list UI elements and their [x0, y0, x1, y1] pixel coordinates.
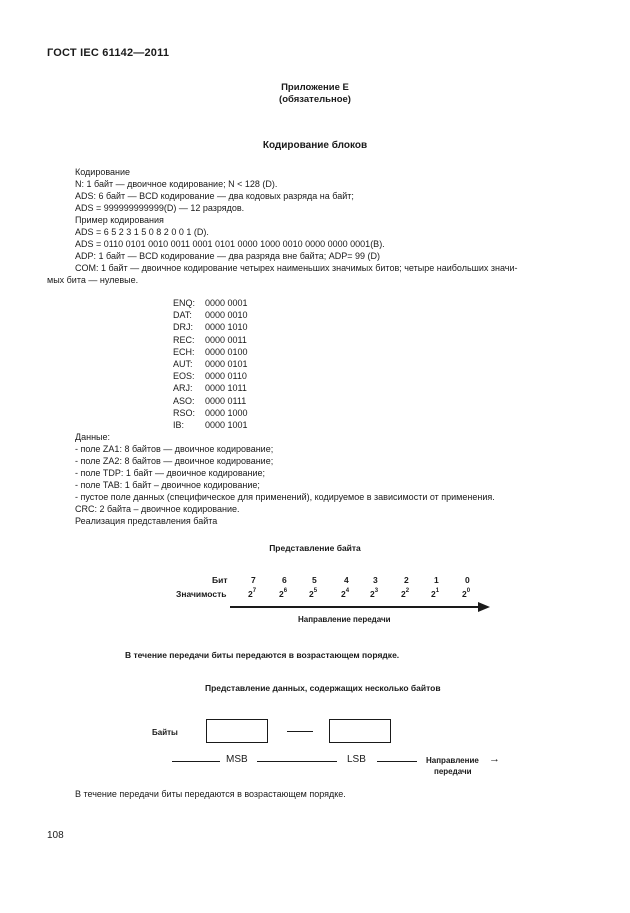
data-line: Реализация представления байта	[75, 516, 218, 526]
body-line: мых бита — нулевые.	[47, 275, 139, 285]
transmission-direction-arrow	[230, 600, 492, 614]
bit-number: 0	[465, 575, 470, 585]
code-row	[173, 297, 248, 309]
body-line: ADS = 999999999999(D) — 12 разрядов.	[75, 203, 245, 213]
bit-weight: $2^5$	[309, 588, 318, 599]
bit-weight: $2^7$	[248, 588, 257, 599]
bit-weight: $2^2$	[401, 588, 410, 599]
bit-label: Бит	[212, 575, 228, 585]
code-value: 0000 0010	[205, 310, 248, 321]
ellipsis-dash	[287, 731, 313, 732]
code-name: IB:	[173, 420, 185, 431]
right-dash	[377, 761, 417, 762]
lsb-byte-box	[329, 719, 391, 743]
code-name: EOS:	[173, 371, 195, 382]
section-title: Кодирование блоков	[262, 140, 368, 151]
body-line: ADP: 1 байт — BCD кодирование — два разряда вне байта; ADP= 99 (D)	[75, 251, 380, 261]
bit-number: 4	[344, 575, 349, 585]
code-name: ECH:	[173, 346, 195, 357]
transmission-note-bold: В течение передачи биты передаются в возрастающем порядке.	[125, 650, 400, 660]
bit-number: 1	[434, 575, 439, 585]
code-value: 0000 1000	[205, 407, 248, 418]
code-value: 0000 0011	[205, 334, 247, 345]
data-line: - поле ZA2: 8 байтов — двоичное кодирование;	[75, 456, 274, 466]
msb-byte-box	[206, 719, 268, 743]
data-line: - поле ZA1: 8 байтов — двоичное кодирование;	[75, 444, 274, 454]
data-line: Данные:	[75, 432, 111, 442]
code-row	[173, 370, 248, 382]
left-dash	[172, 761, 220, 762]
body-line: ADS = 0110 0101 0010 0011 0001 0101 0000 1000 0010 0000 0000 0001(B).	[75, 239, 385, 249]
code-row	[173, 419, 248, 431]
transmission-note: В течение передачи биты передаются в возрастающем порядке.	[75, 789, 346, 799]
data-line: - пустое поле данных (специфическое для применений), кодируемое в зависимости от применения.	[75, 492, 495, 502]
bit-number: 2	[404, 575, 409, 585]
bit-number: 6	[282, 575, 287, 585]
body-line: COM: 1 байт — двоичное кодирование четырех наименьших значимых битов; четыре наибольших значи-	[75, 263, 518, 273]
data-line: - поле TDP: 1 байт — двоичное кодирование;	[75, 468, 266, 478]
byte-diagram-title: Представление байта	[269, 543, 361, 553]
code-row	[173, 395, 248, 407]
code-value: 0000 0001	[205, 298, 248, 308]
page-number: 108	[47, 830, 64, 841]
bit-weight: $2^4$	[341, 588, 350, 599]
code-row	[173, 321, 248, 333]
middle-dash	[257, 761, 337, 762]
direction-label: Направление передачи	[298, 615, 391, 624]
code-name: AUT:	[173, 359, 193, 370]
annex-title: Приложение Е	[281, 82, 349, 93]
annex-status: (обязательное)	[279, 94, 351, 105]
code-value: 0000 0111	[205, 395, 247, 406]
arrow-right-icon: →	[489, 753, 500, 765]
code-row	[173, 407, 248, 419]
direction-line-2: передачи	[434, 767, 472, 776]
bit-weight: $2^1$	[431, 588, 440, 599]
code-value: 0000 1001	[205, 420, 248, 431]
code-value: 0000 1010	[205, 322, 248, 333]
code-name: DRJ:	[173, 322, 193, 333]
bit-number: 7	[251, 575, 256, 585]
body-line: Пример кодирования	[75, 215, 164, 225]
code-value: 0000 1011	[205, 383, 247, 394]
body-line: ADS = 6 5 2 3 1 5 0 8 2 0 0 1 (D).	[75, 227, 209, 237]
code-name: ASO:	[173, 395, 195, 406]
code-value: 0000 0110	[205, 371, 247, 382]
code-value: 0000 0101	[205, 359, 248, 370]
lsb-label: LSB	[347, 754, 366, 765]
body-line: ADS: 6 байт — BCD кодирование — два кодовых разряда на байт;	[75, 191, 354, 201]
data-line: - поле TAB: 1 байт – двоичное кодирование;	[75, 480, 260, 490]
command-code-list	[173, 297, 248, 431]
code-row	[173, 346, 248, 358]
bit-number: 5	[312, 575, 317, 585]
data-line: CRC: 2 байта – двоичное кодирование.	[75, 504, 240, 514]
code-row	[173, 334, 248, 346]
bit-number: 3	[373, 575, 378, 585]
bit-weight: $2^3$	[370, 588, 379, 599]
code-row	[173, 358, 248, 370]
bit-weight: $2^6$	[279, 588, 288, 599]
multibyte-diagram-title: Представление данных, содержащих несколько байтов	[205, 683, 441, 693]
code-name: DAT:	[173, 310, 192, 321]
code-value: 0000 0100	[205, 346, 248, 357]
bit-weight: $2^0$	[462, 588, 471, 599]
document-code: ГОСТ IEC 61142—2011	[47, 47, 170, 59]
code-name: ARJ:	[173, 383, 193, 394]
code-name: ENQ:	[173, 298, 196, 308]
msb-label: MSB	[226, 754, 248, 765]
code-row	[173, 382, 248, 394]
bytes-label: Байты	[152, 728, 178, 737]
body-line: Кодирование	[75, 167, 131, 177]
direction-line-1: Направление	[426, 756, 479, 765]
significance-label: Значимость	[176, 589, 227, 599]
body-line: N: 1 байт — двоичное кодирование; N < 128 (D).	[75, 179, 278, 189]
code-row	[173, 309, 248, 321]
code-name: REC:	[173, 334, 195, 345]
code-name: RSO:	[173, 407, 196, 418]
